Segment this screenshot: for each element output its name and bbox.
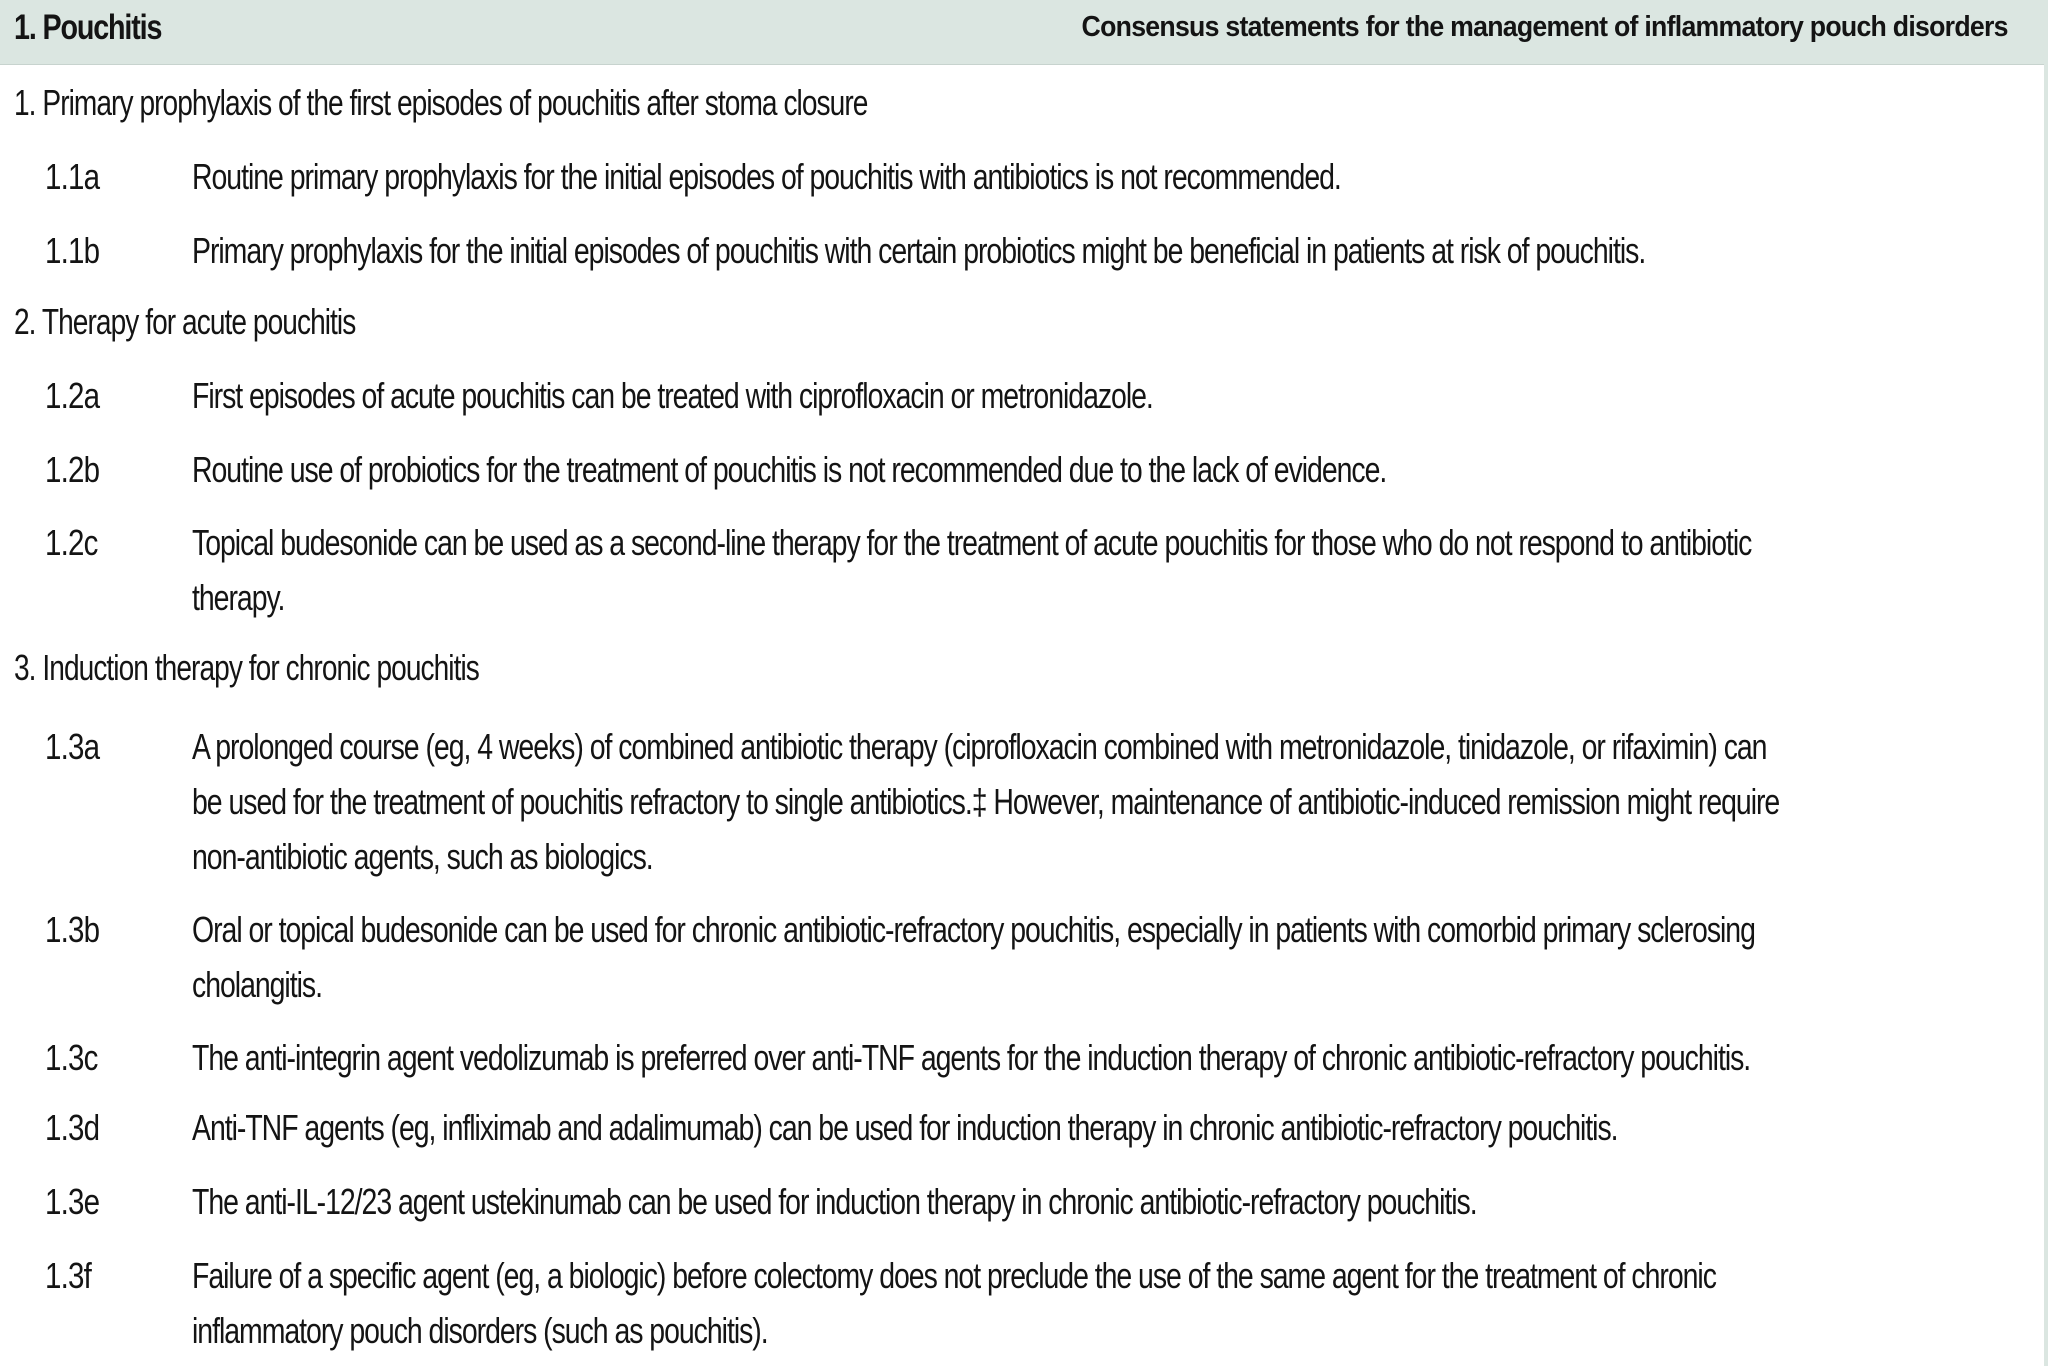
statement-code: 1.3d <box>45 1107 100 1148</box>
statement-text <box>192 368 2033 423</box>
section-title-acute-therapy: 2. Therapy for acute pouchitis <box>14 301 356 342</box>
statement-line: be used for the treatment of pouchitis refractory to single antibiotics.‡ However, maintenance of antibiotic-induced remission might require <box>192 781 1780 822</box>
statement-code: 1.3c <box>45 1037 98 1078</box>
statement-text <box>192 719 2033 884</box>
statement-line: Routine use of probiotics for the treatment of pouchitis is not recommended due to the lack of evidence. <box>192 449 1387 490</box>
statement-code: 1.3f <box>45 1255 91 1296</box>
statement-line: Primary prophylaxis for the initial episodes of pouchitis with certain probiotics might be beneficial in patients at risk of pouchitis. <box>192 230 1646 271</box>
statement-text <box>192 442 2033 497</box>
section-heading: 1. Pouchitis <box>14 8 162 47</box>
statement-text <box>192 1100 2033 1155</box>
statement-text <box>192 149 2033 204</box>
statement-line: non-antibiotic agents, such as biologics. <box>192 836 653 877</box>
statement-code: 1.2a <box>45 375 100 416</box>
statement-text <box>192 1248 2033 1358</box>
statement-code: 1.2b <box>45 449 100 490</box>
right-border <box>2044 64 2048 1366</box>
statement-text <box>192 1174 2033 1229</box>
statement-line: Anti-TNF agents (eg, infliximab and adalimumab) can be used for induction therapy in chronic antibiotic-refractory pouchitis. <box>192 1107 1618 1148</box>
statement-line: inflammatory pouch disorders (such as pouchitis). <box>192 1310 768 1351</box>
statement-line: cholangitis. <box>192 964 322 1005</box>
statement-line: First episodes of acute pouchitis can be treated with ciprofloxacin or metronidazole. <box>192 375 1153 416</box>
section-title-chronic-induction: 3. Induction therapy for chronic pouchitis <box>14 647 479 688</box>
statement-code: 1.2c <box>45 522 98 563</box>
document-title: Consensus statements for the management of inflammatory pouch disorders <box>1081 11 2008 43</box>
statement-line: The anti-integrin agent vedolizumab is preferred over anti-TNF agents for the induction therapy of chronic antibiotic-refractory pouchitis. <box>192 1037 1751 1078</box>
statement-text <box>192 223 2033 278</box>
statement-line: Routine primary prophylaxis for the initial episodes of pouchitis with antibiotics is not recommended. <box>192 156 1341 197</box>
statement-text <box>192 1030 2033 1085</box>
statement-line: Oral or topical budesonide can be used for chronic antibiotic-refractory pouchitis, especially in patients with comorbid primary sclerosing <box>192 909 1755 950</box>
section-title-prophylaxis: 1. Primary prophylaxis of the first episodes of pouchitis after stoma closure <box>14 82 868 123</box>
statement-code: 1.1a <box>45 156 100 197</box>
statement-line: therapy. <box>192 577 285 618</box>
table-header <box>0 0 2048 65</box>
statement-code: 1.3e <box>45 1181 100 1222</box>
statement-line: The anti-IL-12/23 agent ustekinumab can be used for induction therapy in chronic antibiotic-refractory pouchitis. <box>192 1181 1477 1222</box>
statement-text <box>192 902 2033 1012</box>
statement-text <box>192 515 2033 625</box>
statement-line: Failure of a specific agent (eg, a biologic) before colectomy does not preclude the use of the same agent for the treatment of chronic <box>192 1255 1716 1296</box>
statement-code: 1.3a <box>45 726 100 767</box>
statement-line: A prolonged course (eg, 4 weeks) of combined antibiotic therapy (ciprofloxacin combined with metronidazole, tinidazole, or rifaximin) can <box>192 726 1767 767</box>
statement-code: 1.1b <box>45 230 100 271</box>
statement-line: Topical budesonide can be used as a second-line therapy for the treatment of acute pouchitis for those who do not respond to antibiotic <box>192 522 1752 563</box>
statement-code: 1.3b <box>45 909 100 950</box>
